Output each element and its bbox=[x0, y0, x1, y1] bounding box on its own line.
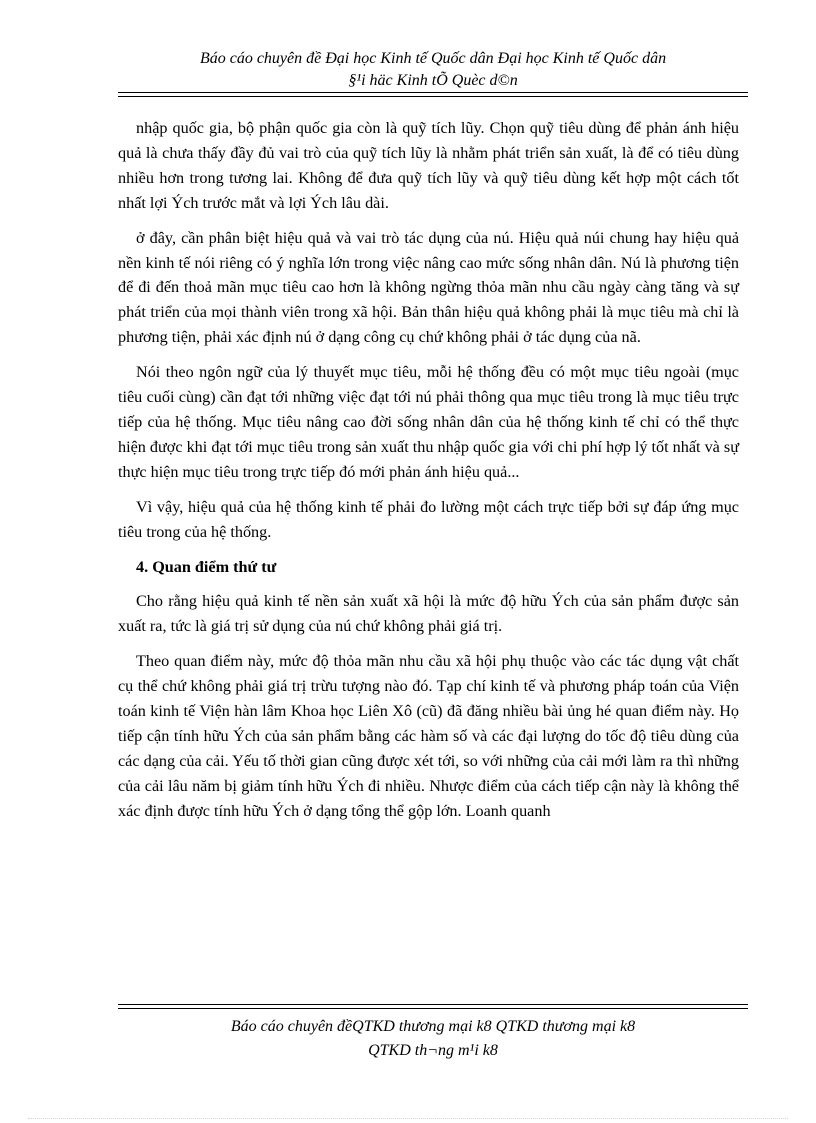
header-double-rule bbox=[118, 92, 748, 97]
footer-double-rule bbox=[118, 1004, 748, 1009]
page-footer bbox=[118, 1015, 748, 1063]
paragraph: nhập quốc gia, bộ phận quốc gia còn là quỹ tích lũy. Chọn quỹ tiêu dùng để phản ánh hiệu quả là chưa thấy đầy đủ vai trò của quỹ tích lũy là nhằm phát triển sản xuất, là để có tiêu dùng nhiều hơn trong tương lai. Không để đưa quỹ tích lũy và quỹ tiêu dùng kết hợp một cách tốt nhất lợi Ých trước mắt và lợi Ých lâu dài. bbox=[118, 119, 739, 212]
page-header bbox=[118, 48, 748, 92]
paragraph: Theo quan điểm này, mức độ thỏa mãn nhu cầu xã hội phụ thuộc vào các tác dụng vật chất cụ thể chứ không phải giá trị trừu tượng nào đó. Tạp chí kinh tế và phương pháp toán của Viện toán kinh tế Viện hàn lâm Khoa học Liên Xô (cũ) đã đăng nhiều bài ủng hé quan điểm này. Họ tiếp cận tính hữu Ých của sản phẩm bằng các hàm số và các đại lượng do tốc độ tiêu dùng của các dạng của cải. Yếu tố thời gian cũng được xét tới, so với những của cải mới làm ra thì những của cải lâu năm bị giảm tính hữu Ých đi nhiều. Nhược điểm của cách tiếp cận này là không thể xác định được tính hữu Ých ở dạng tổng thể gộp lớn. Loanh quanh bbox=[118, 652, 739, 820]
footer-title: Báo cáo chuyên đềQTKD thương mại k8 QTKD thương mại k8 bbox=[230, 1018, 636, 1035]
section-heading: 4. Quan điểm thứ tư bbox=[136, 557, 277, 576]
header-title: Báo cáo chuyên đề Đại học Kinh tế Quốc dân Đại học Kinh tế Quốc dân bbox=[199, 50, 667, 67]
page-edge-divider bbox=[28, 1118, 788, 1119]
footer-subtitle: QTKD th¬ng m¹i k8 bbox=[368, 1042, 498, 1059]
paragraph: ở đây, cần phân biệt hiệu quả và vai trò tác dụng của nú. Hiệu quả núi chung hay hiệu quả nền kinh tế nói riêng có ý nghĩa lớn trong việc nâng cao mức sống nhân dân. Nú là phương tiện để đi đến thoả mãn mục tiêu cao hơn là không ngừng thỏa mãn nhu cầu ngày càng tăng và sự phát triển của mọi thành viên trong xã hội. Bản thân hiệu quả không phải là mục tiêu mà chỉ là phương tiện, phải xác định nú ở dạng công cụ chứ không phải ở tác dụng của nã. bbox=[118, 228, 739, 347]
document-body bbox=[118, 116, 739, 834]
header-subtitle: §¹i häc Kinh tÕ Quèc d©n bbox=[348, 72, 518, 89]
paragraph: Cho rằng hiệu quả kinh tế nền sản xuất xã hội là mức độ hữu Ých của sản phẩm được sản xuất ra, tức là giá trị sử dụng của nú chứ không phải giá trị. bbox=[118, 592, 739, 636]
paragraph: Nói theo ngôn ngữ của lý thuyết mục tiêu, mỗi hệ thống đều có một mục tiêu ngoài (mục tiêu cuối cùng) cần đạt tới những việc đạt tới nú phải thông qua mục tiêu trong là mục tiêu trực tiếp của hệ thống. Mục tiêu nâng cao đời sống nhân dân của hệ thống kinh tế chỉ có thể thực hiện được khi đạt tới mục tiêu trong sản xuất thu nhập quốc gia với chi phí hợp lý tốt nhất và sự thực hiện mục tiêu trong trực tiếp đó mới phản ánh hiệu quả... bbox=[118, 363, 739, 481]
paragraph: Vì vậy, hiệu quả của hệ thống kinh tế phải đo lường một cách trực tiếp bởi sự đáp ứng mục tiêu trong của hệ thống. bbox=[118, 497, 739, 541]
